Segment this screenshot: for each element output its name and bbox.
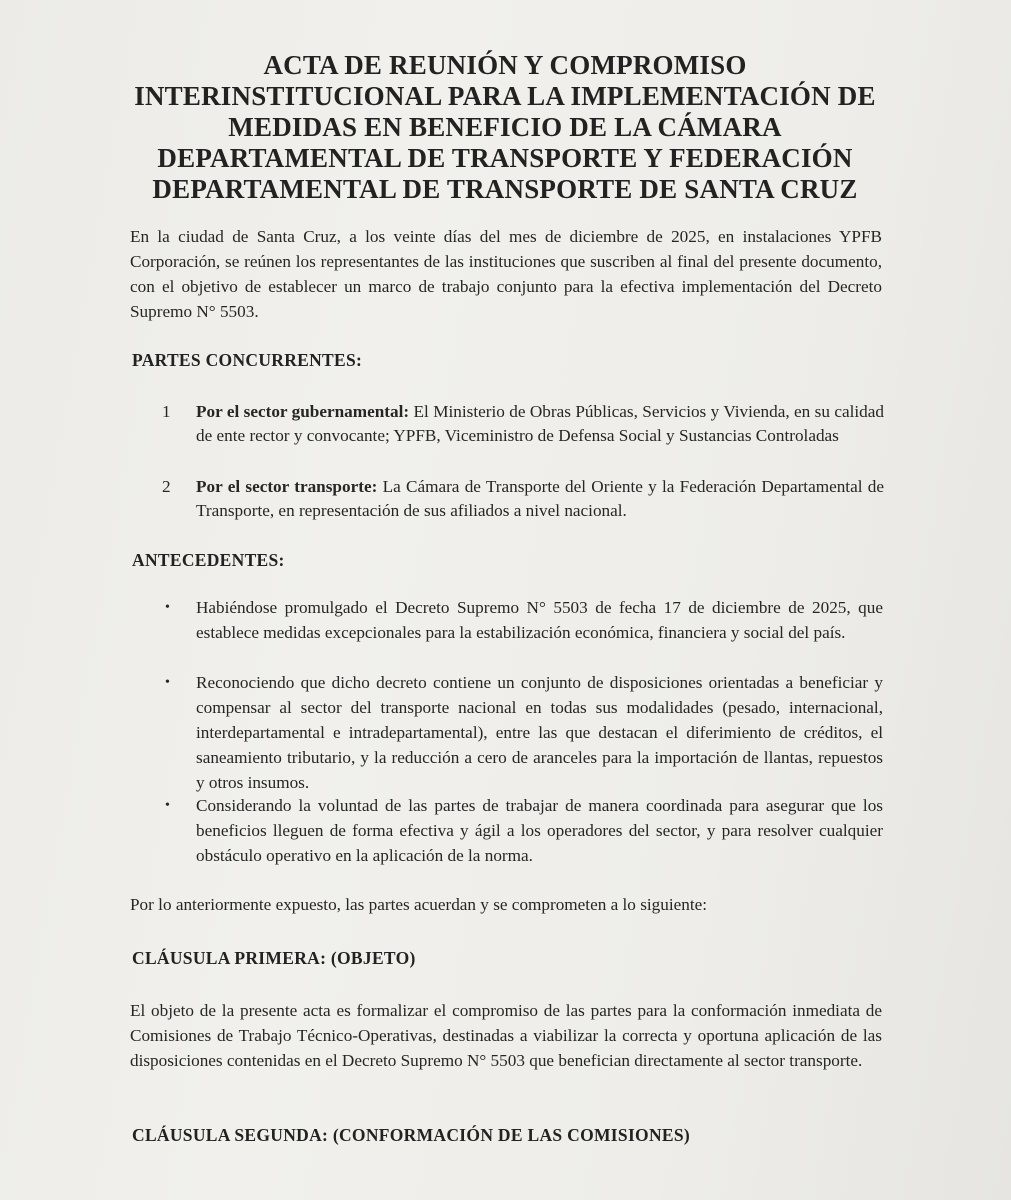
item-text: El Ministerio de Obras Públicas, Servicios y Vivienda, en su calidad de ente rector y convocante; YPFB, Viceministro de Defensa Social y Sustancias Controladas [196,402,884,445]
partes-heading: PARTES CONCURRENTES: [132,350,363,370]
bullet-text: Habiéndose promulgado el Decreto Supremo N° 5503 de fecha 17 de diciembre de 2025, que establece medidas excepcionales para la estabilización económica, financiera y social del país. [196,598,883,642]
item-number: 2 [162,477,171,496]
bullet-text: Considerando la voluntad de las partes de trabajar de manera coordinada para asegurar que los beneficios lleguen de forma efectiva y ágil a los operadores del sector, y para resolver cualquier obstáculo operativo en la aplicación de la norma. [196,796,883,865]
acuerdo-paragraph: Por lo anteriormente expuesto, las partes acuerdan y se comprometen a lo siguiente: [130,895,708,914]
clausula-primera-text: El objeto de la presente acta es formalizar el compromiso de las partes para la conformación inmediata de Comisiones de Trabajo Técnico-Operativas, destinadas a viabilizar la correcta y oportuna aplicación de las disposiciones contenidas en el Decreto Supremo N° 5503 que benefician directamente al sector transporte. [130,1001,882,1070]
document-title: ACTA DE REUNIÓN Y COMPROMISO INTERINSTITUCIONAL PARA LA IMPLEMENTACIÓN DE MEDIDAS EN BENEFICIO DE LA CÁMARA DEPARTAMENTAL DE TRANSPORTE Y FEDERACIÓN DEPARTAMENTAL DE TRANSPORTE DE SANTA CRUZ [134,50,876,204]
bullet-icon: • [165,798,170,813]
antecedentes-item-3 [165,793,883,868]
partes-item-1 [162,400,884,448]
partes-item-2 [162,475,884,523]
antecedentes-heading: ANTECEDENTES: [132,550,285,570]
bullet-icon: • [165,600,170,615]
item-lead: Por el sector transporte: [196,477,378,496]
item-text: La Cámara de Transporte del Oriente y la Federación Departamental de Transporte, en representación de sus afiliados a nivel nacional. [196,477,884,520]
clausula-segunda-heading: CLÁUSULA SEGUNDA: (CONFORMACIÓN DE LAS COMISIONES) [132,1125,691,1145]
antecedentes-item-2 [165,670,883,795]
clausula-primera-heading: CLÁUSULA PRIMERA: (OBJETO) [132,948,416,968]
item-number: 1 [162,402,171,421]
bullet-text: Reconociendo que dicho decreto contiene un conjunto de disposiciones orientadas a beneficiar y compensar al sector del transporte nacional en todas sus modalidades (pesado, internacional, interdepartamental e intradepartamental), entre las que destacan el diferimiento de créditos, el saneamiento tributario, y la reducción a cero de aranceles para la importación de llantas, repuestos y otros insumos. [196,673,883,792]
intro-paragraph: En la ciudad de Santa Cruz, a los veinte días del mes de diciembre de 2025, en instalaciones YPFB Corporación, se reúnen los representantes de las instituciones que suscriben al final del presente documento, con el objetivo de establecer un marco de trabajo conjunto para la efectiva implementación del Decreto Supremo N° 5503. [130,227,882,321]
antecedentes-item-1 [165,595,883,645]
bullet-icon: • [165,675,170,690]
item-lead: Por el sector gubernamental: [196,402,410,421]
